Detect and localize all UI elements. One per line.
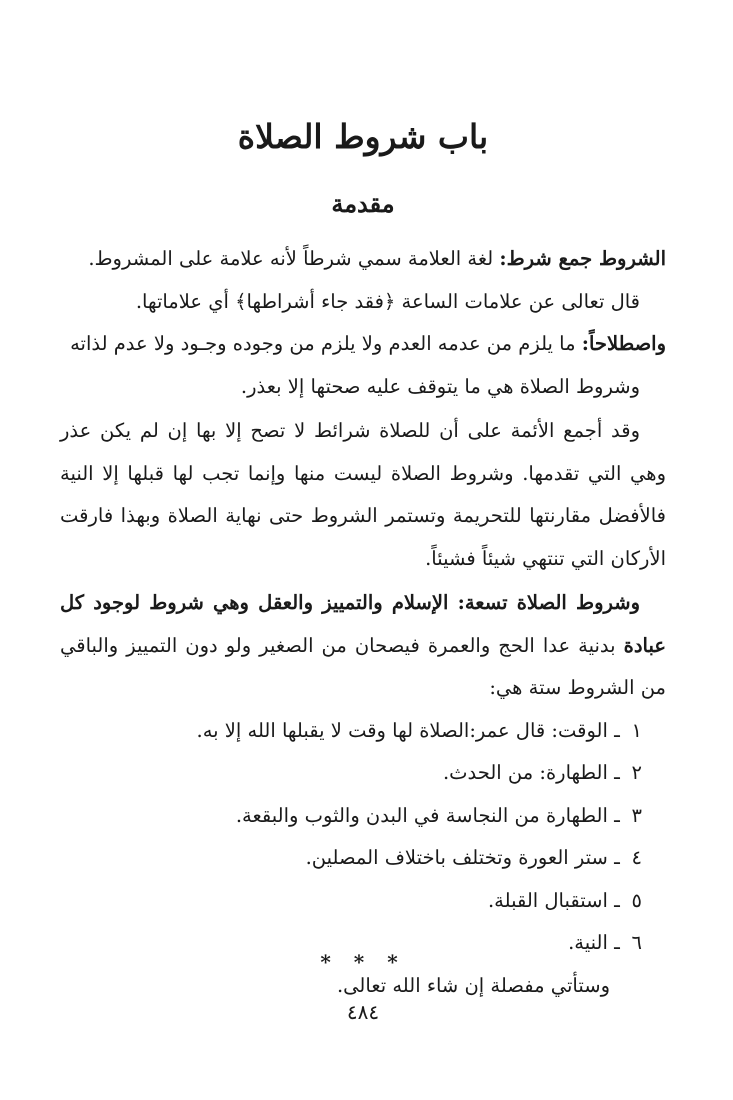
book-page	[60, 0, 666, 1100]
list-item	[60, 837, 666, 880]
paragraph-definition-technical	[60, 323, 666, 366]
term-technically: واصطلاحاً:	[581, 332, 666, 355]
list-item-text: ـ استقبال القبلة.	[487, 888, 620, 912]
chapter-title: باب شروط الصلاة	[237, 117, 489, 156]
paragraph-prayer-conditions-definition: وشروط الصلاة هي ما يتوقف عليه صحتها إلا بعذر.	[240, 374, 640, 398]
paragraph-definition-linguistic	[60, 238, 666, 281]
list-item-text: ـ الطهارة من النجاسة في البدن والثوب والبقعة.	[235, 803, 620, 827]
list-item-text: ـ النية.	[568, 931, 620, 954]
list-item-number: ٦	[631, 931, 642, 954]
list-item-number: ٢	[631, 761, 642, 784]
paragraph-nine-conditions	[60, 582, 666, 710]
section-subtitle: مقدمة	[331, 189, 395, 218]
list-item-number: ١	[631, 718, 642, 742]
term-conditions: الشروط جمع شرط:	[499, 247, 666, 270]
page-body	[60, 238, 666, 1007]
list-item-number: ٣	[631, 803, 642, 827]
nine-conditions-text: بدنية عدا الحج والعمرة فيصحان من الصغير ولو دون التمييز والباقي من الشروط ستة هي:	[60, 633, 666, 699]
list-item-text: ـ ستر العورة وتختلف باختلاف المصلين.	[305, 846, 620, 869]
list-item-number: ٥	[631, 888, 642, 912]
list-item	[60, 880, 666, 923]
list-item-text: ـ الطهارة: من الحدث.	[442, 761, 620, 784]
paragraph-quran-quote: قال تعالى عن علامات الساعة ﴿فقد جاء أشراطها﴾ أي علاماتها.	[135, 289, 640, 313]
paragraph-imams-consensus: وقد أجمع الأئمة على أن للصلاة شرائط لا تصح إلا بها إن لم يكن عذر وهي التي تقدمها. وشروط الصلاة ليست منها وإنما تجب لها قبلها إلا النية فالأفضل مقارنتها للتحريمة وتستمر الشروط حتى نهاية الصلاة وبهذا فارقت الأركان التي تنتهي شيئاً فشيئاً.	[60, 419, 666, 570]
list-item	[60, 752, 666, 795]
closing-line: وستأتي مفصلة إن شاء الله تعالى.	[336, 973, 610, 997]
nine-conditions-bold: وشروط الصلاة تسعة: الإسلام والتمييز والعقل وهي شروط لوجود كل عبادة	[60, 591, 666, 657]
page-number: ٤٨٤	[346, 1000, 380, 1024]
definition-linguistic-text: لغة العلامة سمي شرطاً لأنه علامة على المشروط.	[88, 247, 500, 270]
list-item-number: ٤	[631, 846, 642, 869]
section-separator: * * *	[320, 950, 406, 974]
definition-technical-text: ما يلزم من عدمه العدم ولا يلزم من وجوده وجـود ولا عدم لذاته	[70, 332, 582, 355]
list-item	[60, 710, 666, 753]
conditions-list	[60, 710, 666, 965]
list-item	[60, 795, 666, 838]
list-item-text: ـ الوقت: قال عمر:الصلاة لها وقت لا يقبلها الله إلا به.	[196, 718, 620, 742]
